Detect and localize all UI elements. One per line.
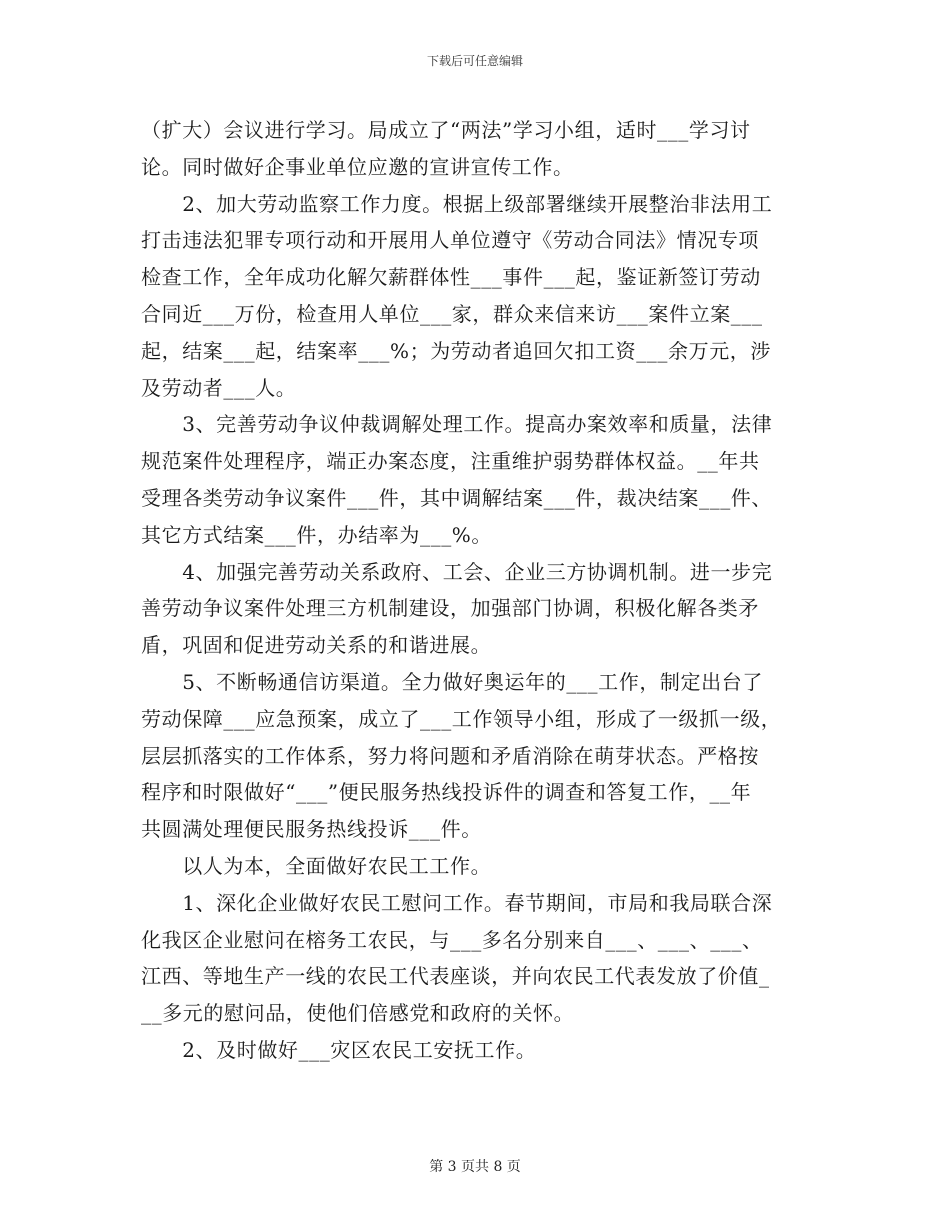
page-number: 第 3 页共 8 页 xyxy=(429,1159,521,1175)
text-line: 1、深化企业做好农民工慰问工作。春节期间，市局和我局联合深 xyxy=(141,890,773,915)
text-line: __多元的慰问品，使他们倍感党和政府的关怀。 xyxy=(141,1001,575,1026)
text-line: 受理各类劳动争议案件___件，其中调解结案___件，裁决结案___件、 xyxy=(141,485,772,510)
text-line: 3、完善劳动争议仲裁调解处理工作。提高办案效率和质量，法律 xyxy=(141,412,773,437)
text-line: 合同近___万份，检查用人单位___家，群众来信来访___案件立案___ xyxy=(141,301,763,326)
text-line: 起，结案___起，结案率___%；为劳动者追回欠扣工资___余万元，涉 xyxy=(141,338,772,363)
text-line: 打击违法犯罪专项行动和开展用人单位遵守《劳动合同法》情况专项 xyxy=(141,228,759,253)
text-line: 2、及时做好___灾区农民工安抚工作。 xyxy=(141,1037,537,1062)
text-line: 检查工作，全年成功化解欠薪群体性___事件___起，鉴证新签订劳动 xyxy=(141,265,761,290)
document-body xyxy=(141,112,809,1069)
text-line: 程序和时限做好“___”便民服务热线投诉件的调查和答复工作，__年 xyxy=(141,780,752,805)
text-line: 层层抓落实的工作体系，努力将问题和矛盾消除在萌芽状态。严格按 xyxy=(141,743,759,768)
text-line: 2、加大劳动监察工作力度。根据上级部署继续开展整治非法用工 xyxy=(141,191,773,216)
text-line: （扩大）会议进行学习。局成立了“两法”学习小组，适时___学习讨 xyxy=(141,118,751,142)
text-line: 规范案件处理程序，端正办案态度，注重维护弱势群体权益。__年共 xyxy=(141,449,760,474)
text-line: 以人为本，全面做好农民工工作。 xyxy=(141,853,492,878)
text-line: 盾，巩固和促进劳动关系的和谐进展。 xyxy=(141,633,492,658)
text-line: 其它方式结案___件，办结率为___%。 xyxy=(141,522,493,547)
text-line: 4、加强完善劳动关系政府、工会、企业三方协调机制。进一步完 xyxy=(141,559,773,584)
page-header: 下载后可任意编辑 xyxy=(426,54,523,68)
text-line: 化我区企业慰问在榕务工农民，与___多名分别来自___、___、___、 xyxy=(141,927,763,952)
text-line: 及劳动者___人。 xyxy=(141,375,297,400)
text-line: 共圆满处理便民服务热线投诉___件。 xyxy=(141,817,482,842)
text-line: 劳动保障___应急预案，成立了___工作领导小组，形成了一级抓一级， xyxy=(141,706,782,731)
text-line: 江西、等地生产一线的农民工代表座谈，并向农民工代表发放了价值_ xyxy=(141,964,770,989)
text-line: 善劳动争议案件处理三方机制建设，加强部门协调，积极化解各类矛 xyxy=(141,596,759,621)
text-line: 5、不断畅通信访渠道。全力做好奥运年的___工作，制定出台了 xyxy=(141,669,763,694)
text-line: 论。同时做好企事业单位应邀的宣讲宣传工作。 xyxy=(141,154,574,179)
